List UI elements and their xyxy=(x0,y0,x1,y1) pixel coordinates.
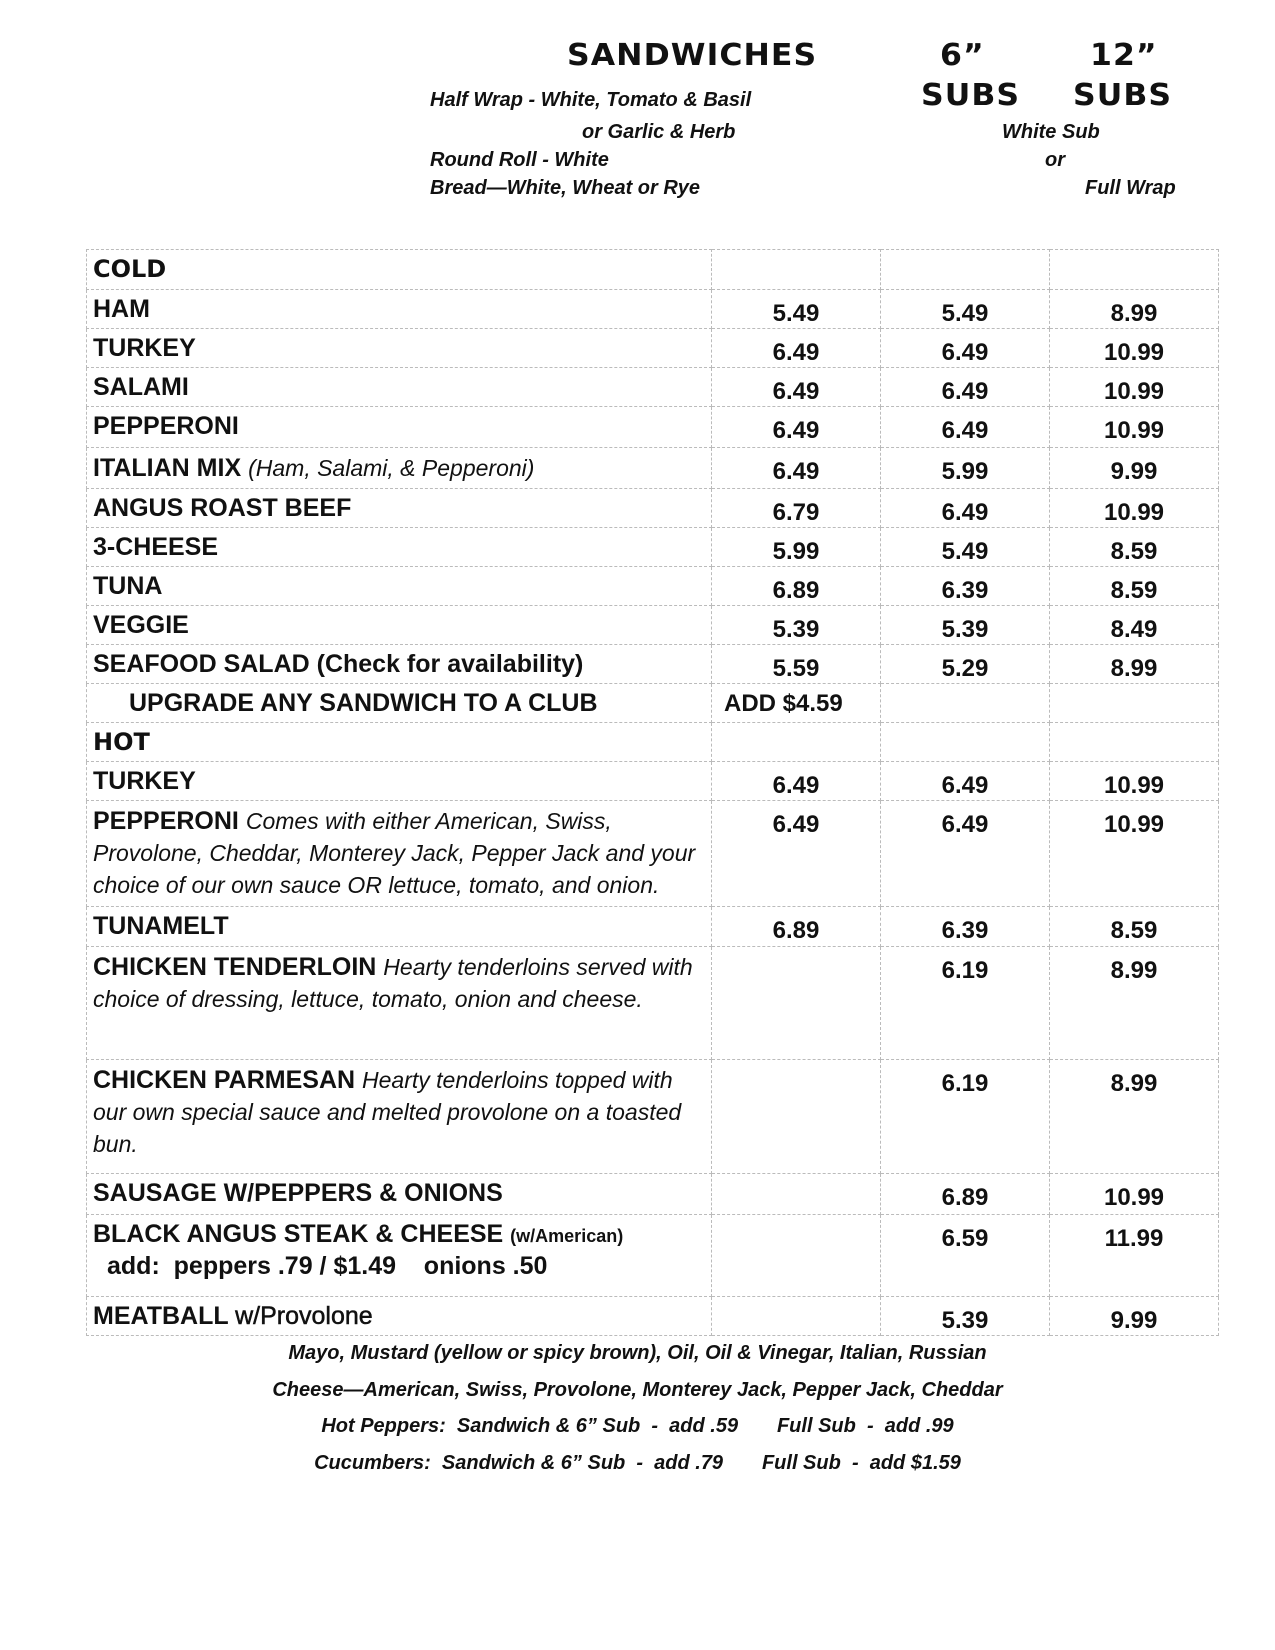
price-sandwich: 5.49 xyxy=(772,300,820,327)
item-name: TURKEY xyxy=(93,767,196,795)
upgrade-price: ADD $4.59 xyxy=(724,690,843,717)
item-name: PEPPERONI xyxy=(93,412,239,440)
menu-item-row xyxy=(87,947,1219,1060)
item-note: w/Provolone xyxy=(235,1302,373,1330)
price-twelve: 10.99 xyxy=(1103,772,1165,799)
section-row-hot xyxy=(87,723,1219,762)
menu-item-row xyxy=(87,1215,1219,1297)
upgrade-row xyxy=(87,684,1219,723)
price-sandwich: 5.99 xyxy=(772,538,820,565)
price-twelve: 10.99 xyxy=(1103,811,1165,838)
price-sandwich: 6.49 xyxy=(772,417,820,444)
menu-item-row xyxy=(87,368,1219,407)
price-sandwich: 6.49 xyxy=(772,772,820,799)
price-twelve: 8.99 xyxy=(1110,300,1158,327)
item-description: (Ham, Salami, & Pepperoni) xyxy=(248,455,535,481)
section-heading: COLD xyxy=(93,255,167,283)
menu-item-row xyxy=(87,567,1219,606)
price-six: 6.49 xyxy=(941,811,989,838)
price-six: 6.19 xyxy=(941,1070,989,1097)
price-sandwich: 6.79 xyxy=(772,499,820,526)
item-description: Hearty tenderloins topped with our own special sauce and melted provolone on a toasted bun. xyxy=(93,1067,682,1157)
price-sandwich: 6.89 xyxy=(772,917,820,944)
item-name: VEGGIE xyxy=(93,611,189,639)
menu-item-row xyxy=(87,489,1219,528)
menu-table xyxy=(86,249,1219,1336)
price-six: 5.49 xyxy=(941,300,989,327)
price-twelve: 10.99 xyxy=(1103,499,1165,526)
twelve-inch-heading: 12” xyxy=(1090,38,1158,73)
sub-option: Full Wrap xyxy=(1085,177,1176,199)
item-name: BLACK ANGUS STEAK & CHEESE xyxy=(93,1220,504,1248)
price-six: 6.39 xyxy=(941,577,989,604)
price-twelve: 9.99 xyxy=(1110,1307,1158,1334)
price-six: 6.59 xyxy=(941,1225,989,1252)
bread-option: Half Wrap - White, Tomato & Basil xyxy=(430,89,752,111)
price-six: 5.29 xyxy=(941,655,989,682)
price-sandwich: 5.39 xyxy=(772,616,820,643)
price-sandwich: 6.49 xyxy=(772,378,820,405)
item-name: SAUSAGE W/PEPPERS & ONIONS xyxy=(93,1179,503,1207)
page-title: SANDWICHES xyxy=(567,38,818,73)
price-sandwich: 6.89 xyxy=(772,577,820,604)
price-sandwich: 6.49 xyxy=(772,339,820,366)
price-twelve: 8.99 xyxy=(1110,1070,1158,1097)
section-heading: HOT xyxy=(93,728,150,756)
item-name: ITALIAN MIX xyxy=(93,454,242,482)
price-twelve: 8.99 xyxy=(1110,957,1158,984)
price-twelve: 10.99 xyxy=(1103,339,1165,366)
price-twelve: 11.99 xyxy=(1104,1225,1164,1252)
price-twelve: 8.59 xyxy=(1110,538,1158,565)
condiments-note: Mayo, Mustard (yellow or spicy brown), Oil, Oil & Vinegar, Italian, Russian xyxy=(288,1342,987,1364)
item-description: Comes with either American, Swiss, Provolone, Cheddar, Monterey Jack, Pepper Jack and your choice of our own sauce OR lettuce, tomato, and onion. xyxy=(93,808,696,898)
item-name: 3-CHEESE xyxy=(93,533,219,561)
price-twelve: 8.59 xyxy=(1110,577,1158,604)
price-twelve: 9.99 xyxy=(1110,458,1158,485)
menu-item-row xyxy=(87,1174,1219,1215)
price-six: 6.89 xyxy=(941,1184,989,1211)
price-sandwich: 6.49 xyxy=(772,811,820,838)
bread-option: Round Roll - White xyxy=(430,149,609,171)
item-addons: add: peppers .79 / $1.49 onions .50 xyxy=(107,1252,548,1280)
item-name: CHICKEN PARMESAN xyxy=(93,1066,356,1094)
item-name: MEATBALL xyxy=(93,1302,229,1330)
item-note: (w/American) xyxy=(510,1226,624,1246)
menu-item-row xyxy=(87,329,1219,368)
price-six: 5.49 xyxy=(941,538,989,565)
sub-option: or xyxy=(1045,149,1065,171)
item-name: SEAFOOD SALAD (Check for availability) xyxy=(93,650,584,678)
menu-item-row xyxy=(87,290,1219,329)
item-name: ANGUS ROAST BEEF xyxy=(93,494,352,522)
price-twelve: 10.99 xyxy=(1103,417,1165,444)
price-twelve: 8.59 xyxy=(1110,917,1158,944)
price-six: 6.49 xyxy=(941,417,989,444)
price-twelve: 10.99 xyxy=(1103,378,1165,405)
sub-option: White Sub xyxy=(1002,121,1100,143)
menu-item-row xyxy=(87,762,1219,801)
price-twelve: 8.49 xyxy=(1110,616,1158,643)
item-name: CHICKEN TENDERLOIN xyxy=(93,953,377,981)
price-sandwich: 5.59 xyxy=(772,655,820,682)
section-row-cold xyxy=(87,250,1219,290)
item-name: TUNA xyxy=(93,572,163,600)
menu-item-row xyxy=(87,448,1219,489)
item-description: Hearty tenderloins served with choice of dressing, lettuce, tomato, onion and cheese. xyxy=(93,954,693,1012)
item-name: HAM xyxy=(93,295,150,323)
price-six: 6.49 xyxy=(941,499,989,526)
bread-option: Bread—White, Wheat or Rye xyxy=(430,177,701,199)
price-six: 6.49 xyxy=(941,378,989,405)
price-sandwich: 6.49 xyxy=(772,458,820,485)
menu-item-row xyxy=(87,528,1219,567)
cucumbers-note: Cucumbers: Sandwich & 6” Sub - add .79 Full Sub - add $1.59 xyxy=(314,1452,961,1474)
price-twelve: 8.99 xyxy=(1110,655,1158,682)
menu-item-row xyxy=(87,606,1219,645)
item-name: SALAMI xyxy=(93,373,189,401)
item-name: TUNAMELT xyxy=(93,912,229,940)
upgrade-label: UPGRADE ANY SANDWICH TO A CLUB xyxy=(129,689,598,717)
menu-item-row xyxy=(87,801,1219,907)
price-six: 5.39 xyxy=(941,616,989,643)
cheese-note: Cheese—American, Swiss, Provolone, Monterey Jack, Pepper Jack, Cheddar xyxy=(272,1379,1003,1401)
menu-item-row xyxy=(87,907,1219,947)
item-name: PEPPERONI xyxy=(93,807,239,835)
price-six: 5.39 xyxy=(941,1307,989,1334)
price-six: 6.49 xyxy=(941,772,989,799)
six-inch-heading: 6” xyxy=(940,38,985,73)
price-six: 5.99 xyxy=(941,458,989,485)
menu-item-row xyxy=(87,1060,1219,1174)
menu-item-row xyxy=(87,1297,1219,1336)
twelve-inch-subs-heading: SUBS xyxy=(1073,78,1173,113)
item-name: TURKEY xyxy=(93,334,196,362)
six-inch-subs-heading: SUBS xyxy=(921,78,1021,113)
menu-item-row xyxy=(87,645,1219,684)
menu-item-row xyxy=(87,407,1219,448)
price-twelve: 10.99 xyxy=(1103,1184,1165,1211)
price-six: 6.19 xyxy=(941,957,989,984)
hot-peppers-note: Hot Peppers: Sandwich & 6” Sub - add .59 Full Sub - add .99 xyxy=(321,1415,954,1437)
price-six: 6.39 xyxy=(941,917,989,944)
price-six: 6.49 xyxy=(941,339,989,366)
bread-option: or Garlic & Herb xyxy=(582,121,736,143)
